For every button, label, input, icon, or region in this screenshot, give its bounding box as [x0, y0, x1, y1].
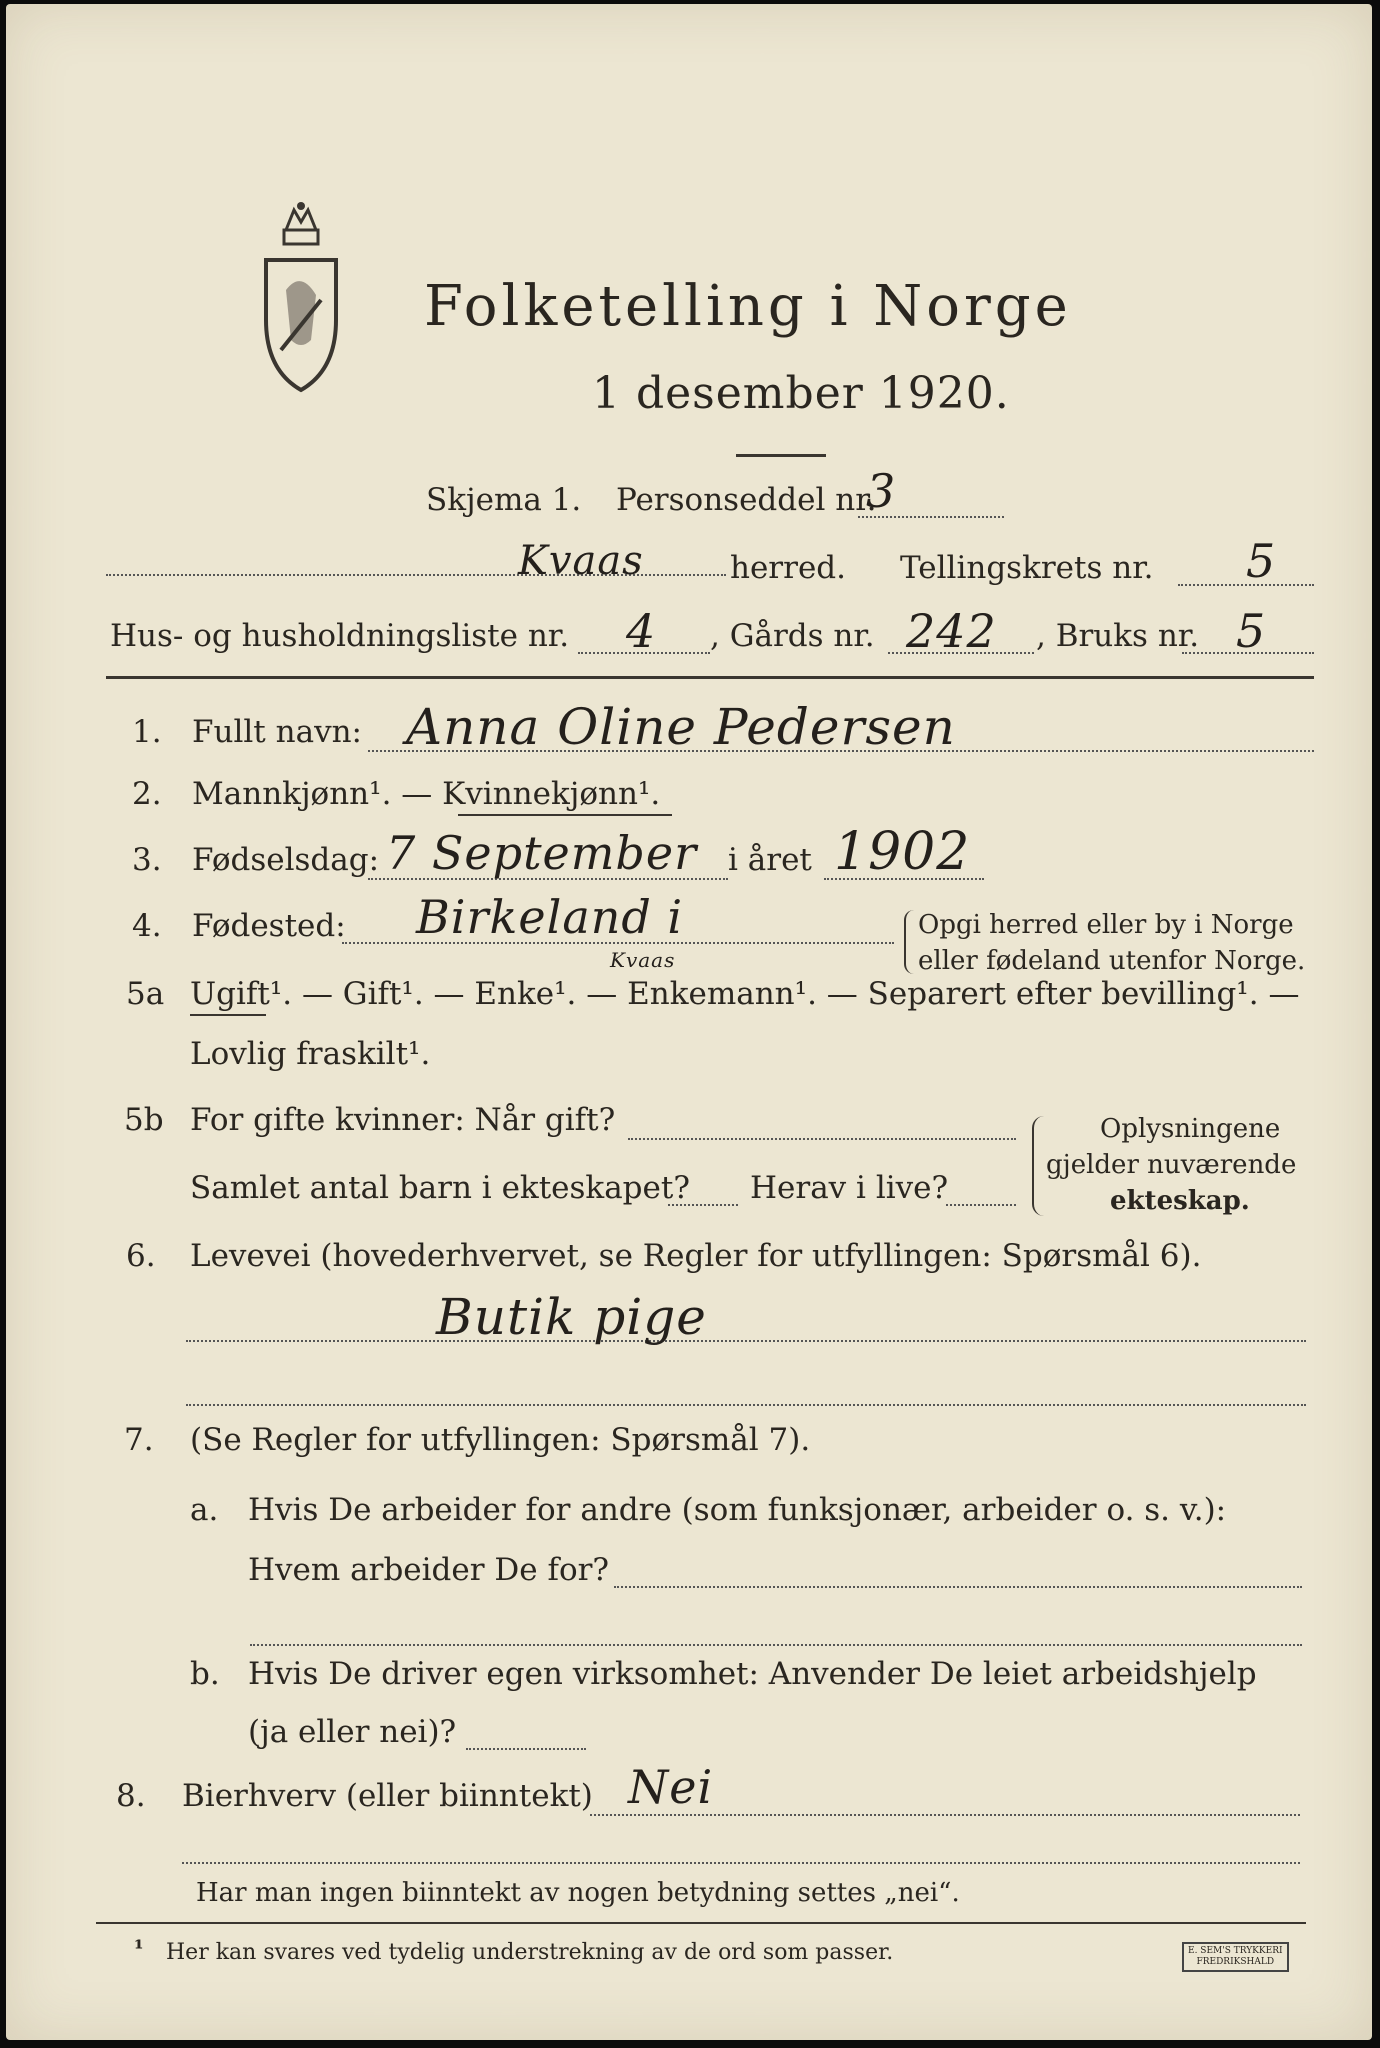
q1-full-name-value: Anna Oline Pedersen: [406, 698, 956, 756]
q4-note-line1: Opgi herred eller by i Norge: [918, 910, 1294, 940]
census-form-page: [6, 4, 1372, 2040]
q7-label: (Se Regler for utfyllingen: Spørsmål 7).: [190, 1422, 811, 1458]
footnote-text: Her kan svares ved tydelig understrekning av de ord som passer.: [166, 1940, 894, 1965]
q7b-line1: Hvis De driver egen virksomhet: Anvender De leiet arbeidshjelp: [248, 1656, 1257, 1692]
q7-number: 7.: [124, 1422, 154, 1458]
tellingskrets-label: Tellingskrets nr.: [900, 550, 1154, 586]
q5a-number: 5a: [126, 976, 165, 1012]
q4-label: Fødested:: [192, 908, 346, 944]
q5b-number: 5b: [124, 1102, 164, 1138]
q5b-line2a: Samlet antal barn i ekteskapet?: [190, 1170, 690, 1206]
q6-occupation-value: Butik pige: [436, 1288, 707, 1346]
q3-number: 3.: [132, 842, 162, 878]
q8-number: 8.: [116, 1778, 146, 1814]
q6-field-line-2: [186, 1404, 1306, 1406]
q5a-ugift-underline: [190, 1014, 266, 1016]
gards-label: , Gårds nr.: [710, 618, 875, 654]
q7a-line1: Hvis De arbeider for andre (som funksjonær, arbeider o. s. v.):: [248, 1492, 1227, 1528]
q3-year-value: 1902: [834, 822, 971, 882]
form-date: 1 desember 1920.: [592, 368, 1010, 419]
q5b-alive-field-line: [946, 1204, 1016, 1206]
q2-number: 2.: [132, 776, 162, 812]
header-rule: [106, 676, 1314, 679]
q6-field-line-1: [186, 1340, 1306, 1342]
tellingskrets-value: 5: [1246, 534, 1277, 588]
q4-brace: [904, 910, 914, 974]
hus-label: Hus- og husholdningsliste nr.: [110, 618, 570, 654]
q5b-line2b: Herav i live?: [750, 1170, 949, 1206]
q5a-line1: Ugift¹. — Gift¹. — Enke¹. — Enkemann¹. — Separert efter bevilling¹. —: [190, 976, 1300, 1012]
q5b-children-field-line: [668, 1204, 738, 1206]
footnote-mark: ¹: [134, 1936, 144, 1962]
herred-label: herred.: [730, 550, 846, 586]
q5b-note2: gjelder nuværende: [1046, 1150, 1297, 1180]
q2-label: Mannkjønn¹. — Kvinnekjønn¹.: [192, 776, 661, 812]
personseddel-value: 3: [866, 464, 897, 518]
printer-stamp: [1182, 1942, 1289, 1972]
title-divider: [736, 454, 826, 457]
q1-number: 1.: [132, 714, 162, 750]
q7b-letter: b.: [190, 1656, 220, 1692]
q4-note-line2: eller fødeland utenfor Norge.: [918, 946, 1306, 976]
footnote-rule: [96, 1922, 1306, 1924]
q8-field-line-2: [182, 1862, 1300, 1864]
bruks-label: , Bruks nr.: [1036, 618, 1200, 654]
q8-secondary-income-value: Nei: [628, 1760, 714, 1814]
q5a-line2: Lovlig fraskilt¹.: [190, 1036, 431, 1072]
gards-value: 242: [906, 604, 997, 658]
personseddel-label: Personseddel nr.: [616, 482, 877, 518]
q5b-when-married-field-line: [628, 1138, 1016, 1140]
q3-year-label: i året: [728, 842, 812, 878]
form-title: Folketelling i Norge: [424, 274, 1072, 339]
hus-value: 4: [626, 604, 657, 658]
q7b-field-line: [466, 1748, 586, 1750]
printer-stamp-line1: E. SEM'S TRYKKERI: [1188, 1946, 1283, 1956]
q5b-brace: [1032, 1116, 1044, 1216]
q6-number: 6.: [126, 1238, 156, 1274]
skjema-label: Skjema 1.: [426, 482, 582, 518]
q7a-field-line-1: [614, 1586, 1302, 1588]
q4-birthplace-note: Kvaas: [610, 948, 676, 972]
printer-stamp-line2: FREDRIKSHALD: [1196, 1957, 1275, 1967]
q6-label: Levevei (hovederhvervet, se Regler for utfyllingen: Spørsmål 6).: [190, 1238, 1202, 1274]
q3-label: Fødselsdag:: [192, 842, 380, 878]
q5b-note3: ekteskap.: [1110, 1186, 1250, 1216]
bruks-value: 5: [1236, 604, 1267, 658]
q7a-letter: a.: [190, 1492, 219, 1528]
herred-value: Kvaas: [518, 538, 644, 584]
q4-number: 4.: [132, 908, 162, 944]
nei-note: Har man ingen biinntekt av nogen betydning settes „nei“.: [196, 1878, 960, 1908]
q1-label: Fullt navn:: [192, 714, 362, 750]
q7b-line2: (ja eller nei)?: [248, 1714, 457, 1750]
q3-birthday-value: 7 September: [386, 826, 698, 880]
q8-field-line-1: [590, 1814, 1300, 1816]
q4-birthplace-value: Birkeland i: [416, 890, 684, 944]
q2-kvinnekjonn-underline: [458, 814, 672, 816]
q5b-line1: For gifte kvinner: Når gift?: [190, 1102, 616, 1138]
norway-coat-of-arms-icon: [256, 200, 346, 400]
q8-label: Bierhverv (eller biinntekt): [182, 1778, 593, 1814]
q7a-field-line-2: [250, 1644, 1302, 1646]
q7a-line2: Hvem arbeider De for?: [248, 1552, 610, 1588]
q5b-note1: Oplysningene: [1100, 1114, 1281, 1144]
